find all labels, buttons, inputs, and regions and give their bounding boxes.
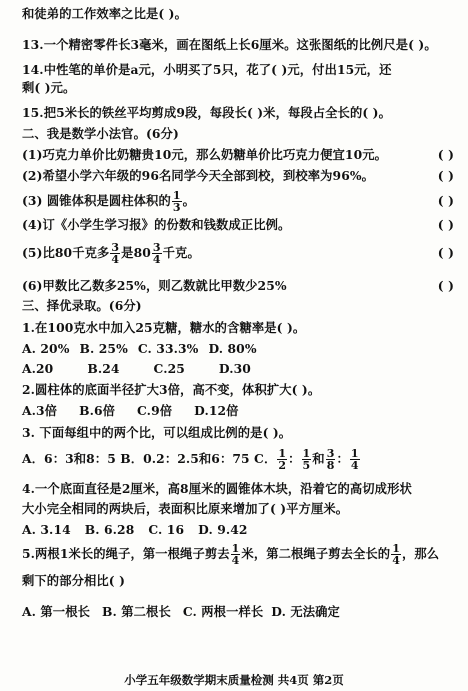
- option-b[interactable]: B.6倍: [79, 403, 116, 418]
- choice-5-line1: 5.两根1米长的绳子，第一根绳子剪去 $\frac{1}{4}$ 米，第二根绳子剪去全长的 $\frac{1}{4}$ ，那么: [22, 542, 440, 567]
- choice-2-options: [22, 403, 454, 419]
- option-c[interactable]: C. 16: [148, 522, 185, 537]
- question-14-line2: 剩( )元。: [22, 80, 76, 95]
- choice-5-options: [22, 604, 454, 620]
- option-d[interactable]: D.30: [218, 361, 251, 376]
- option-a[interactable]: A.3倍: [22, 403, 58, 418]
- choice-3: 3. 下面每组中的两个比，可以组成比例的是( )。: [22, 425, 292, 440]
- judge-1: [22, 147, 454, 163]
- question-15: 15.把5米长的铁丝平均剪成9段，每段长( )米，每段占全长的( )。: [22, 105, 391, 120]
- judge-1-text: (1)巧克力单价比奶糖贵10元，那么奶糖单价比巧克力便宜10元。: [22, 147, 388, 162]
- option-d[interactable]: D. 无法确定: [271, 604, 340, 619]
- option-c[interactable]: C. 33.3%: [137, 341, 199, 356]
- choice-3-options-abc[interactable]: A．6：3和8：5 B．0.2：2.5和6：75 C．: [22, 451, 277, 466]
- option-a[interactable]: A. 3.14: [22, 522, 71, 537]
- judge-5-text: (5)比80千克多: [22, 245, 110, 260]
- q12-tail: 和徒弟的工作效率之比是( )。: [22, 6, 187, 21]
- judge-2-answer-blank[interactable]: ( ): [437, 168, 454, 183]
- fraction-three-quarters-2: $\frac{3}{4}$: [152, 241, 161, 266]
- choice-4-line1: 4.一个底面直径是2厘米，高8厘米的圆锥体木块，沿着它的高切成形状: [22, 481, 412, 496]
- section-3-heading: 三、择优录取。(6分): [22, 298, 142, 313]
- choice-1: 1.在100克水中加入25克糖，糖水的含糖率是( )。: [22, 320, 306, 335]
- section-2-heading: 二、我是数学小法官。(6分): [22, 126, 179, 141]
- judge-6-answer-blank[interactable]: ( ): [437, 278, 454, 293]
- fraction-three-quarters: $\frac{3}{4}$: [111, 241, 120, 266]
- option-a[interactable]: A. 第一根长: [22, 604, 90, 619]
- judge-4-answer-blank[interactable]: ( ): [437, 217, 454, 232]
- option-d[interactable]: D. 9.42: [198, 522, 248, 537]
- judge-2-text: (2)希望小学六年级的96名同学今天全部到校，到校率为96%。: [22, 168, 375, 183]
- choice-2: 2.圆柱体的底面半径扩大3倍，高不变，体积扩大( )。: [22, 382, 321, 397]
- judge-5: (5)比80千克多 $\frac{3}{4}$ 是80 $\frac{3}{4}$ 千克。 ( ): [22, 241, 454, 266]
- option-d[interactable]: D.12倍: [194, 403, 239, 418]
- option-c[interactable]: C.25: [153, 361, 185, 376]
- judge-1-answer-blank[interactable]: ( ): [437, 147, 454, 162]
- option-c[interactable]: C. 两根一样长: [182, 604, 264, 619]
- question-14-line1: 14.中性笔的单价是a元，小明买了5只，花了( )元，付出15元，还: [22, 62, 392, 77]
- fraction-one-third: $\frac{1}{3}$: [172, 189, 181, 214]
- judge-4: [22, 217, 454, 233]
- choice-5-line2: 剩下的部分相比( ): [22, 573, 125, 588]
- choice-1-options: [22, 341, 454, 357]
- choice-1-options-alt: [22, 361, 454, 377]
- option-a[interactable]: A.20: [22, 361, 54, 376]
- judge-3: (3) 圆锥体积是圆柱体积的 $\frac{1}{3}$ 。 ( ): [22, 189, 454, 214]
- choice-5-text: 5.两根1米长的绳子，第一根绳子剪去: [22, 546, 230, 561]
- option-b[interactable]: B. 第二根长: [102, 604, 171, 619]
- judge-4-text: (4)订《小学生学习报》的份数和钱数成正比例。: [22, 217, 291, 232]
- judge-5-answer-blank[interactable]: ( ): [437, 245, 454, 260]
- option-a[interactable]: A. 20%: [22, 341, 70, 356]
- choice-4-line2: 大小完全相同的两块后，表面积比原来增加了( )平方厘米。: [22, 501, 349, 516]
- judge-2: [22, 168, 454, 184]
- option-b[interactable]: B. 25%: [79, 341, 128, 356]
- option-d[interactable]: D. 80%: [208, 341, 257, 356]
- choice-4-options: [22, 522, 454, 538]
- judge-3-answer-blank[interactable]: ( ): [437, 193, 454, 208]
- option-c[interactable]: C.9倍: [137, 403, 173, 418]
- judge-6: [22, 278, 454, 294]
- choice-3-options: A．6：3和8：5 B．0.2：2.5和6：75 C． $\frac{1}{2}$ ： $\frac{1}{5}$ 和 $\frac{3}{8}$ ： $\frac{1}{4}$: [22, 447, 359, 472]
- option-b[interactable]: B. 6.28: [84, 522, 135, 537]
- option-b[interactable]: B.24: [87, 361, 120, 376]
- judge-6-text: (6)甲数比乙数多25%，则乙数就比甲数少25%: [22, 278, 287, 293]
- question-13: 13.一个精密零件长3毫米，画在图纸上长6厘米。这张图纸的比例尺是( )。: [22, 37, 437, 52]
- page-footer: 小学五年级数学期末质量检测 共4页 第2页: [124, 673, 344, 687]
- judge-3-text: (3) 圆锥体积是圆柱体积的: [22, 193, 171, 208]
